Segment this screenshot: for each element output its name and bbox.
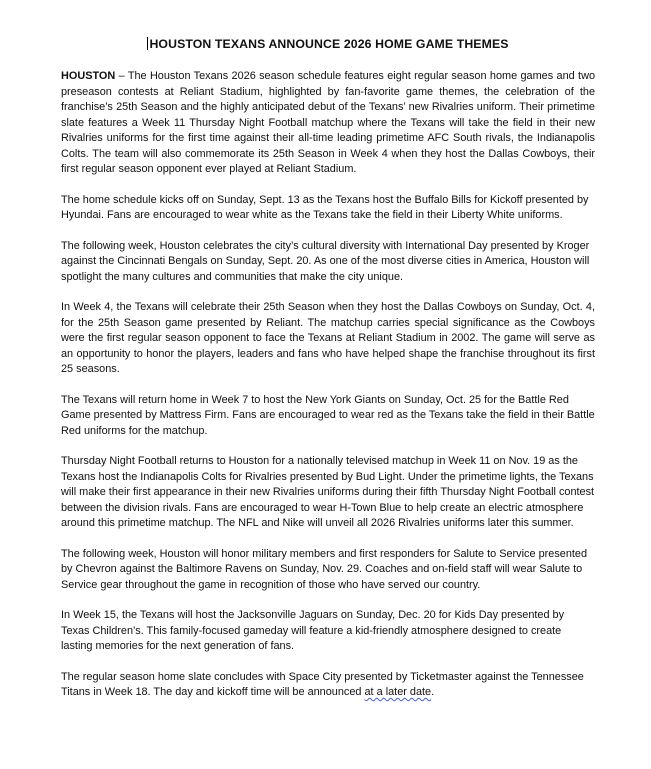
title-text: HOUSTON TEXANS ANNOUNCE 2026 HOME GAME THEMES bbox=[149, 37, 509, 51]
document-title[interactable] bbox=[61, 36, 595, 52]
document-page bbox=[61, 36, 595, 716]
paragraph-intro[interactable] bbox=[61, 69, 595, 178]
paragraph-space-city[interactable] bbox=[61, 670, 595, 701]
paragraph-salute-to-service[interactable]: The following week, Houston will honor military members and first responders for Salute to Service presented by Chevron against the Baltimore Ravens on Sunday, Nov. 29. Coaches and on-field staff will wear Salute to Service gear throughout the game in recognition of those who have served our country. bbox=[61, 547, 588, 591]
grammar-flagged-text[interactable]: at a later date bbox=[364, 686, 432, 698]
dateline: HOUSTON bbox=[61, 70, 116, 82]
paragraph-kickoff[interactable]: The home schedule kicks off on Sunday, Sept. 13 as the Texans host the Buffalo Bills for Kickoff presented by Hyundai. Fans are encouraged to wear white as the Texans take the field in their Liberty White uniforms. bbox=[61, 193, 589, 221]
paragraph-kids-day[interactable]: In Week 15, the Texans will host the Jacksonville Jaguars on Sunday, Dec. 20 for Kids Day presented by Texas Children’s. This family-focused gameday will feature a kid-friendly atmosphere designed to create lasting memories for the next generation of fans. bbox=[61, 609, 565, 652]
paragraph-end: . bbox=[431, 686, 435, 698]
paragraph-battle-red[interactable]: The Texans will return home in Week 7 to host the New York Giants on Sunday, Oct. 25 for the Battle Red Game presented by Mattress Firm. Fans are encouraged to wear red as the Texans take the field in their Battle Red uniforms for the matchup. bbox=[61, 393, 595, 437]
paragraph-text: – The Houston Texans 2026 season schedule features eight regular season home games and two preseason contests at Reliant Stadium, highlighted by fan-favorite game themes, the celebration of the franchise’s 25th Season and the highly anticipated debut of the Texans’ new Rivalries uniform. Their primetime slate features a Week 11 Thursday Night Football matchup where the Texans will take the field in their new Rivalries uniforms for the first time against their all-time leading primetime AFC South rivals, the Indianapolis Colts. The team will also commemorate its 25th Season in Week 4 when they host the Dallas Cowboys, their first regular season opponent ever played at Reliant Stadium. bbox=[61, 70, 595, 175]
paragraph-international-day[interactable]: The following week, Houston celebrates the city’s cultural diversity with International Day presented by Kroger against the Cincinnati Bengals on Sunday, Sept. 20. As one of the most diverse cities in America, Houston will spotlight the many cultures and communities that make the city unique. bbox=[61, 239, 590, 283]
paragraph-text: The regular season home slate concludes with Space City presented by Ticketmaster against the Tennessee Titans in Week 18. The day and kickoff time will be announced bbox=[61, 670, 584, 698]
paragraph-25th-season[interactable]: In Week 4, the Texans will celebrate their 25th Season when they host the Dallas Cowboys on Sunday, Oct. 4, for the 25th Season game presented by Reliant. The matchup carries special significance as the Cowboys were the first regular season opponent to face the Texans at Reliant Stadium in 2002. The game will serve as an opportunity to honor the players, leaders and fans who have helped shape the franchise throughout its first 25 seasons. bbox=[61, 301, 595, 375]
paragraph-rivalries[interactable]: Thursday Night Football returns to Houston for a nationally televised matchup in Week 11 on Nov. 19 as the Texans host the Indianapolis Colts for Rivalries presented by Bud Light. Under the primetime lights, the Texans will make their first appearance in their new Rivalries uniforms during their fifth Thursday Night Football contest between the division rivals. Fans are encouraged to wear H-Town Blue to help create an electric atmosphere around this primetime matchup. The NFL and Nike will unveil all 2026 Rivalries uniforms later this summer. bbox=[61, 455, 595, 529]
